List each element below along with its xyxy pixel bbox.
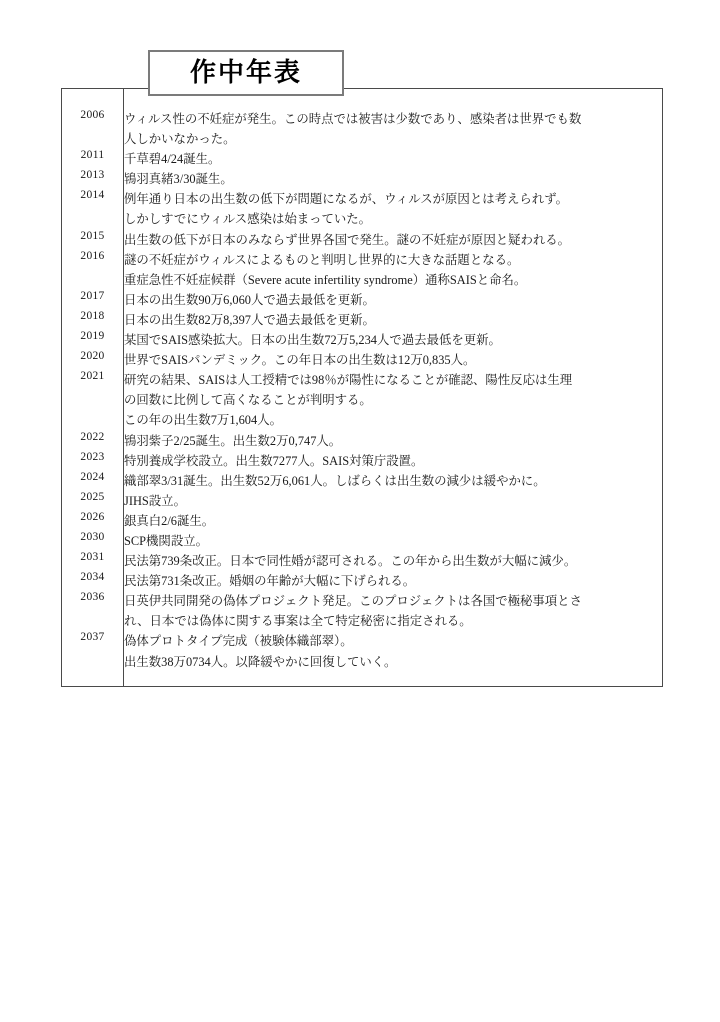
row-event-line: この年の出生数7万1,604人。 bbox=[124, 413, 282, 428]
chronology-table-container bbox=[61, 88, 662, 687]
table-row bbox=[62, 431, 663, 451]
row-year: 2031 bbox=[62, 551, 124, 571]
row-year: 2006 bbox=[62, 89, 124, 150]
row-event-line: 出生数38万0734人。以降緩やかに回復していく。 bbox=[124, 654, 397, 669]
table-row bbox=[62, 471, 663, 491]
row-year: 2011 bbox=[62, 149, 124, 169]
row-year: 2017 bbox=[62, 290, 124, 310]
row-year: 2015 bbox=[62, 230, 124, 250]
row-year: 2019 bbox=[62, 330, 124, 350]
row-event-line: 千草碧4/24誕生。 bbox=[124, 152, 221, 167]
row-year: 2034 bbox=[62, 571, 124, 591]
row-event bbox=[124, 571, 663, 591]
table-row bbox=[62, 189, 663, 229]
table-row bbox=[62, 169, 663, 189]
row-event-line: 重症急性不妊症候群（Severe acute infertility syndrome）通称SAISと命名。 bbox=[124, 272, 527, 287]
row-event bbox=[124, 511, 663, 531]
table-row bbox=[62, 591, 663, 631]
table-row bbox=[62, 310, 663, 330]
row-year: 2018 bbox=[62, 310, 124, 330]
row-event bbox=[124, 551, 663, 571]
row-event-line: 特別養成学校設立。出生数7277人。SAIS対策庁設置。 bbox=[124, 453, 424, 468]
row-event bbox=[124, 149, 663, 169]
row-event-line: 民法第739条改正。日本で同性婚が認可される。この年から出生数が大幅に減少。 bbox=[124, 554, 577, 569]
table-row bbox=[62, 330, 663, 350]
row-year: 2037 bbox=[62, 631, 124, 686]
row-event-line: ウィルス性の不妊症が発生。この時点では被害は少数であり、感染者は世界でも数 bbox=[124, 112, 582, 126]
row-event-line: 出生数の低下が日本のみならず世界各国で発生。謎の不妊症が原因と疑われる。 bbox=[124, 232, 571, 247]
row-event bbox=[124, 451, 663, 471]
row-event-line: 例年通り日本の出生数の低下が問題になるが、ウィルスが原因とは考えられず。 bbox=[124, 192, 568, 207]
row-event-line: 民法第731条改正。婚姻の年齢が大幅に下げられる。 bbox=[124, 574, 416, 589]
table-row bbox=[62, 250, 663, 290]
row-event-line: しかしすでにウィルス感染は始まっていた。 bbox=[124, 212, 372, 227]
row-event bbox=[124, 330, 663, 350]
row-event-line: 鴇羽真緒3/30誕生。 bbox=[124, 172, 233, 187]
row-event-line: 織部翠3/31誕生。出生数52万6,061人。しばらくは出生数の減少は緩やかに。 bbox=[124, 473, 546, 488]
row-event bbox=[124, 250, 663, 290]
row-event-line: 鴇羽紫子2/25誕生。出生数2万0,747人。 bbox=[124, 433, 342, 448]
table-row bbox=[62, 451, 663, 471]
row-year: 2025 bbox=[62, 491, 124, 511]
row-event-line: 謎の不妊症がウィルスによるものと判明し世界的に大きな話題となる。 bbox=[124, 252, 520, 267]
table-row bbox=[62, 551, 663, 571]
row-event-line: 世界でSAISパンデミック。この年日本の出生数は12万0,835人。 bbox=[124, 353, 476, 368]
row-year: 2036 bbox=[62, 591, 124, 631]
row-event-line: 日英伊共同開発の偽体プロジェクト発足。このプロジェクトは各国で極秘事項とさ bbox=[124, 594, 582, 609]
table-row bbox=[62, 290, 663, 310]
table-row bbox=[62, 531, 663, 551]
chronology-table bbox=[61, 88, 663, 687]
row-year: 2030 bbox=[62, 531, 124, 551]
table-row bbox=[62, 230, 663, 250]
row-year: 2022 bbox=[62, 431, 124, 451]
row-event bbox=[124, 491, 663, 511]
row-event bbox=[124, 631, 663, 686]
page-title: 作中年表 bbox=[189, 58, 302, 88]
row-event bbox=[124, 310, 663, 330]
table-row bbox=[62, 89, 663, 150]
row-event-line: SCP機関設立。 bbox=[124, 533, 208, 548]
row-year: 2014 bbox=[62, 189, 124, 229]
row-event bbox=[124, 350, 663, 370]
table-row bbox=[62, 631, 663, 686]
row-year: 2023 bbox=[62, 451, 124, 471]
row-year: 2016 bbox=[62, 250, 124, 290]
row-event-line: 銀真白2/6誕生。 bbox=[124, 513, 215, 528]
row-event-line: の回数に比例して高くなることが判明する。 bbox=[124, 393, 372, 408]
row-event-line: JIHS設立。 bbox=[124, 493, 186, 508]
row-event-line: 日本の出生数82万8,397人で過去最低を更新。 bbox=[124, 312, 375, 327]
row-event bbox=[124, 89, 663, 150]
row-event bbox=[124, 230, 663, 250]
document-title-plate bbox=[148, 50, 344, 96]
chronology-table-body bbox=[62, 89, 663, 687]
table-row bbox=[62, 511, 663, 531]
row-event bbox=[124, 431, 663, 451]
row-event-line: 某国でSAIS感染拡大。日本の出生数72万5,234人で過去最低を更新。 bbox=[124, 333, 501, 348]
row-event bbox=[124, 591, 663, 631]
row-event-line: 人しかいなかった。 bbox=[124, 132, 236, 147]
table-row bbox=[62, 491, 663, 511]
row-year: 2020 bbox=[62, 350, 124, 370]
row-event bbox=[124, 290, 663, 310]
table-row bbox=[62, 571, 663, 591]
table-row bbox=[62, 149, 663, 169]
row-year: 2026 bbox=[62, 511, 124, 531]
row-event bbox=[124, 471, 663, 491]
table-row bbox=[62, 350, 663, 370]
row-year: 2021 bbox=[62, 370, 124, 430]
row-event bbox=[124, 189, 663, 229]
table-row bbox=[62, 370, 663, 430]
row-event bbox=[124, 169, 663, 189]
row-event-line: 偽体プロトタイプ完成（被験体織部翠）。 bbox=[124, 634, 353, 649]
row-year: 2013 bbox=[62, 169, 124, 189]
row-year: 2024 bbox=[62, 471, 124, 491]
row-event-line: れ、日本では偽体に関する事案は全て特定秘密に指定される。 bbox=[124, 614, 472, 629]
row-event bbox=[124, 370, 663, 430]
row-event-line: 研究の結果、SAISは人工授精では98％が陽性になることが確認、陽性反応は生理 bbox=[124, 373, 573, 388]
row-event-line: 日本の出生数90万6,060人で過去最低を更新。 bbox=[124, 292, 375, 307]
row-event bbox=[124, 531, 663, 551]
